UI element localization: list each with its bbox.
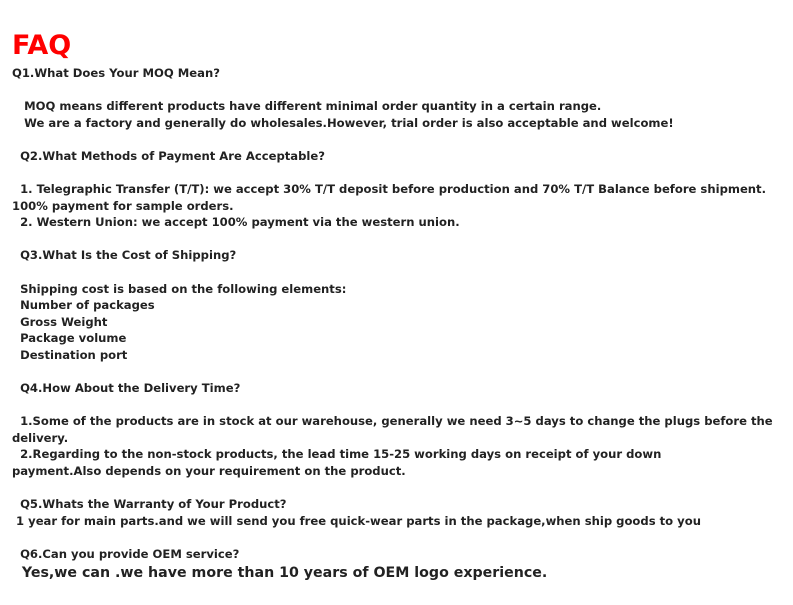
faq-answer-4-line-3: 2.Regarding to the non-stock products, the lead time 15-25 working days on receipt of your down [12,447,662,461]
faq-answer-4-line-2: delivery. [12,431,69,445]
faq-answer-4-line-1: 1.Some of the products are in stock at our warehouse, generally we need 3~5 days to change the plugs before the [12,414,773,428]
faq-answer-3-line-2: Number of packages [12,298,155,312]
faq-answer-3-line-3: Gross Weight [12,315,108,329]
faq-answer-3-line-4: Package volume [12,331,127,345]
faq-question-5: Q5.Whats the Warranty of Your Product? [12,497,287,511]
faq-question-2: Q2.What Methods of Payment Are Acceptable? [12,149,325,163]
faq-answer-2-line-3: 2. Western Union: we accept 100% payment via the western union. [12,215,460,229]
faq-answer-1-line-2: We are a factory and generally do wholesales.However, trial order is also acceptable and welcome! [12,116,674,130]
faq-question-1: Q1.What Does Your MOQ Mean? [12,66,220,80]
faq-answer-3-line-1: Shipping cost is based on the following elements: [12,282,347,296]
faq-answer-6-line-1: Yes,we can .we have more than 10 years of OEM logo experience. [12,565,548,581]
faq-question-3: Q3.What Is the Cost of Shipping? [12,248,237,262]
faq-answer-4-line-4: payment.Also depends on your requirement on the product. [12,464,406,478]
faq-answer-2-line-2: 100% payment for sample orders. [12,199,234,213]
faq-answer-3-line-5: Destination port [12,348,128,362]
faq-question-4: Q4.How About the Delivery Time? [12,381,241,395]
faq-title: FAQ [12,30,72,61]
faq-question-6: Q6.Can you provide OEM service? [12,547,240,561]
faq-answer-2-line-1: 1. Telegraphic Transfer (T/T): we accept 30% T/T deposit before production and 70% T/T Balance before shipment. [12,182,767,196]
faq-answer-1-line-1: MOQ means different products have different minimal order quantity in a certain range. [12,99,602,113]
faq-answer-5-line-1: 1 year for main parts.and we will send you free quick-wear parts in the package,when ship goods to you [12,514,701,528]
